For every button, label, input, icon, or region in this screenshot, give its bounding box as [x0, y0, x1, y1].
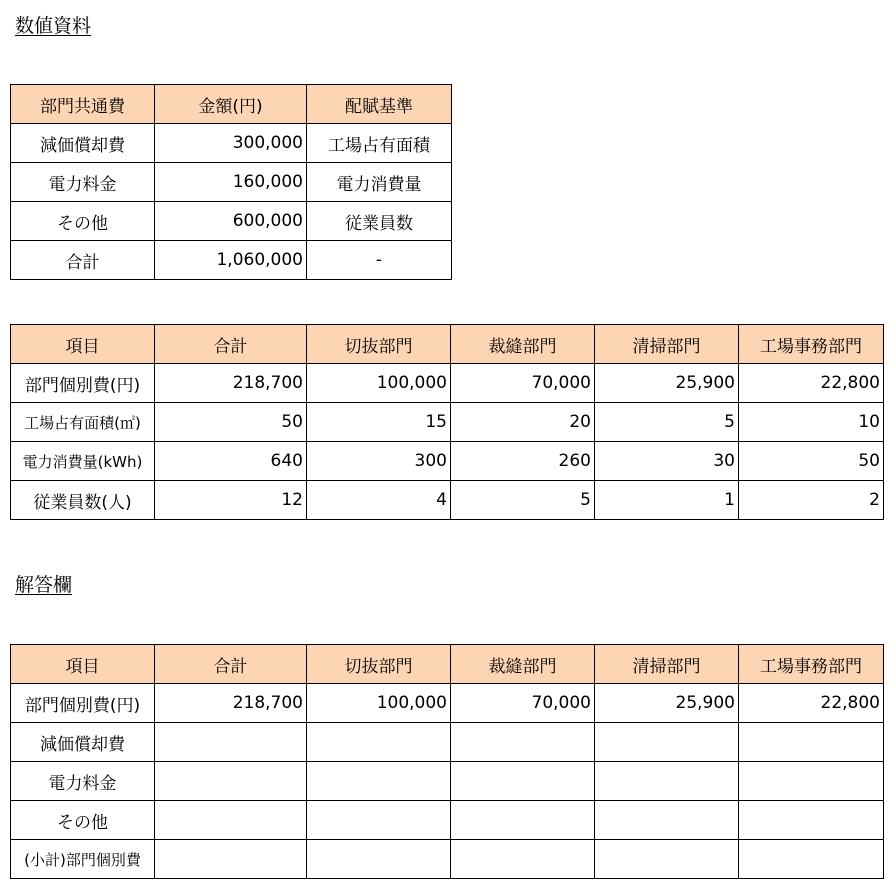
answer-cell[interactable] — [307, 762, 451, 801]
section-title-data: 数値資料 — [15, 15, 92, 37]
row-label: その他 — [11, 202, 155, 241]
value-cell: 1 — [595, 481, 739, 520]
value-cell: 70,000 — [451, 364, 595, 403]
amount-cell: 160,000 — [155, 163, 307, 202]
table-row — [11, 684, 884, 723]
table-row — [11, 163, 452, 202]
amount-cell: 600,000 — [155, 202, 307, 241]
row-label: 部門個別費(円) — [11, 684, 155, 723]
row-label: 電力料金 — [11, 163, 155, 202]
table-row — [11, 442, 884, 481]
value-cell: 640 — [155, 442, 307, 481]
answer-cell[interactable] — [451, 723, 595, 762]
answer-cell[interactable] — [451, 762, 595, 801]
header-cell: 切抜部門 — [307, 645, 451, 684]
answer-cell[interactable] — [595, 840, 739, 879]
header-cell: 配賦基準 — [307, 85, 452, 124]
basis-cell: - — [307, 241, 452, 280]
department-data-table — [10, 324, 884, 520]
answer-cell[interactable] — [739, 762, 884, 801]
answer-cell[interactable] — [451, 801, 595, 840]
row-label: その他 — [11, 801, 155, 840]
answer-cell[interactable] — [595, 723, 739, 762]
table-row — [11, 364, 884, 403]
table-row — [11, 241, 452, 280]
value-cell: 10 — [739, 403, 884, 442]
answer-cell[interactable] — [307, 801, 451, 840]
answer-cell[interactable] — [155, 762, 307, 801]
answer-cell[interactable] — [307, 723, 451, 762]
amount-cell: 300,000 — [155, 124, 307, 163]
header-cell: 項目 — [11, 325, 155, 364]
value-cell: 260 — [451, 442, 595, 481]
answer-cell[interactable] — [307, 840, 451, 879]
row-label: 部門個別費(円) — [11, 364, 155, 403]
value-cell: 218,700 — [155, 684, 307, 723]
header-cell: 金額(円) — [155, 85, 307, 124]
row-label: 合計 — [11, 241, 155, 280]
table-header-row — [11, 645, 884, 684]
table-row — [11, 124, 452, 163]
table-row — [11, 723, 884, 762]
table-row — [11, 481, 884, 520]
answer-cell[interactable] — [595, 801, 739, 840]
row-label: 減価償却費 — [11, 723, 155, 762]
header-cell: 合計 — [155, 325, 307, 364]
table-row — [11, 840, 884, 879]
value-cell: 15 — [307, 403, 451, 442]
header-cell: 部門共通費 — [11, 85, 155, 124]
table-row — [11, 762, 884, 801]
header-cell: 裁縫部門 — [451, 645, 595, 684]
value-cell: 300 — [307, 442, 451, 481]
value-cell: 100,000 — [307, 364, 451, 403]
common-cost-table — [10, 84, 452, 280]
answer-table — [10, 644, 884, 879]
value-cell: 4 — [307, 481, 451, 520]
header-cell: 清掃部門 — [595, 325, 739, 364]
section-title-answer: 解答欄 — [15, 574, 73, 596]
basis-cell: 従業員数 — [307, 202, 452, 241]
answer-cell[interactable] — [155, 840, 307, 879]
table-header-row — [11, 85, 452, 124]
value-cell: 5 — [595, 403, 739, 442]
table-row — [11, 801, 884, 840]
value-cell: 30 — [595, 442, 739, 481]
header-cell: 裁縫部門 — [451, 325, 595, 364]
answer-cell[interactable] — [595, 762, 739, 801]
answer-cell[interactable] — [155, 801, 307, 840]
value-cell: 12 — [155, 481, 307, 520]
header-cell: 工場事務部門 — [739, 325, 884, 364]
answer-cell[interactable] — [739, 840, 884, 879]
value-cell: 22,800 — [739, 684, 884, 723]
value-cell: 5 — [451, 481, 595, 520]
header-cell: 項目 — [11, 645, 155, 684]
row-label: 工場占有面積(㎡) — [11, 403, 155, 442]
value-cell: 25,900 — [595, 684, 739, 723]
value-cell: 100,000 — [307, 684, 451, 723]
value-cell: 20 — [451, 403, 595, 442]
table-row — [11, 202, 452, 241]
basis-cell: 工場占有面積 — [307, 124, 452, 163]
row-label: 電力料金 — [11, 762, 155, 801]
header-cell: 清掃部門 — [595, 645, 739, 684]
answer-cell[interactable] — [451, 840, 595, 879]
value-cell: 50 — [739, 442, 884, 481]
row-label: 従業員数(人) — [11, 481, 155, 520]
row-label: 減価償却費 — [11, 124, 155, 163]
header-cell: 切抜部門 — [307, 325, 451, 364]
value-cell: 2 — [739, 481, 884, 520]
value-cell: 218,700 — [155, 364, 307, 403]
basis-cell: 電力消費量 — [307, 163, 452, 202]
answer-cell[interactable] — [739, 801, 884, 840]
amount-cell: 1,060,000 — [155, 241, 307, 280]
header-cell: 工場事務部門 — [739, 645, 884, 684]
value-cell: 50 — [155, 403, 307, 442]
value-cell: 25,900 — [595, 364, 739, 403]
row-label: (小計)部門個別費 — [11, 840, 155, 879]
header-cell: 合計 — [155, 645, 307, 684]
value-cell: 22,800 — [739, 364, 884, 403]
value-cell: 70,000 — [451, 684, 595, 723]
table-header-row — [11, 325, 884, 364]
table-row — [11, 403, 884, 442]
row-label: 電力消費量(kWh) — [11, 442, 155, 481]
answer-cell[interactable] — [739, 723, 884, 762]
answer-cell[interactable] — [155, 723, 307, 762]
